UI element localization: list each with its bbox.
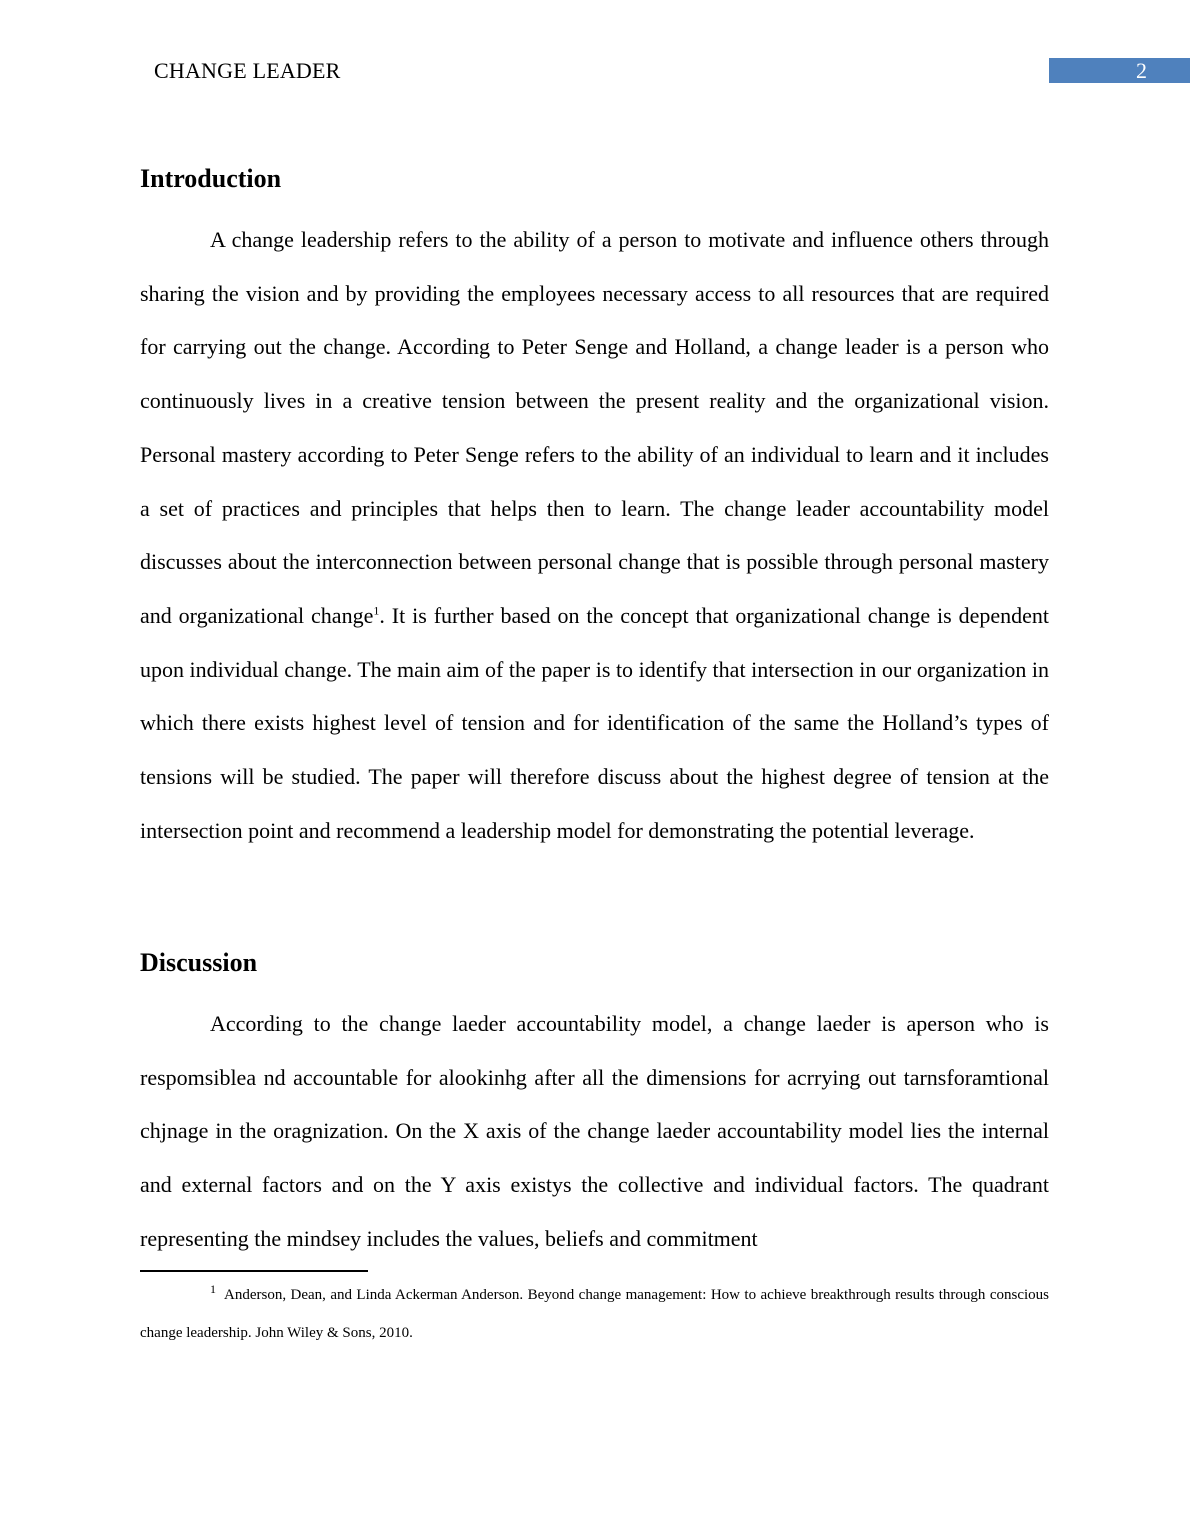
discussion-paragraph: According to the change laeder accountability model, a change laeder is aperson who is respomsiblea nd accountable for alookinhg after all the dimensions for acrrying out tarnsforamtional chjnage in the oragnization. On the X axis of the change laeder accountability model lies the internal and external factors and on the Y axis existys the collective and individual factors. The quadrant representing the mindsey includes the values, beliefs and commitment [140, 1011, 1049, 1251]
footnote-text: Anderson, Dean, and Linda Ackerman Anderson. Beyond change management: How to achieve breakthrough results through conscious change leadership. John Wiley & Sons, 2010. [140, 1287, 1049, 1341]
page-number-badge [1049, 58, 1190, 83]
footnote-marker: 1 [210, 1282, 216, 1296]
introduction-paragraph [140, 213, 1049, 857]
footnote-reference[interactable]: 1 [373, 603, 380, 618]
introduction-text-before-ref: A change leadership refers to the ability of a person to motivate and influence others through sharing the vision and by providing the employees necessary access to all resources that are required for carrying out the change. According to Peter Senge and Holland, a change leader is a person who continuously lives in a creative tension between the present reality and the organizational vision. Personal mastery according to Peter Senge refers to the ability of an individual to learn and it includes a set of practices and principles that helps then to learn. The change leader accountability model discusses about the interconnection between personal change that is possible through personal mastery and organizational change [140, 227, 1049, 628]
footnote [140, 1276, 1049, 1352]
section-heading-discussion: Discussion [140, 948, 258, 977]
running-head: CHANGE LEADER [154, 58, 341, 83]
page-number: 2 [1136, 58, 1147, 83]
footnote-separator [140, 1270, 368, 1272]
introduction-text-after-ref: . It is further based on the concept that organizational change is dependent upon individual change. The main aim of the paper is to identify that intersection in our organization in which there exists highest level of tension and for identification of the same the Holland’s types of tensions will be studied. The paper will therefore discuss about the highest degree of tension at the intersection point and recommend a leadership model for demonstrating the potential leverage. [140, 602, 1049, 843]
section-heading-introduction: Introduction [140, 164, 282, 193]
